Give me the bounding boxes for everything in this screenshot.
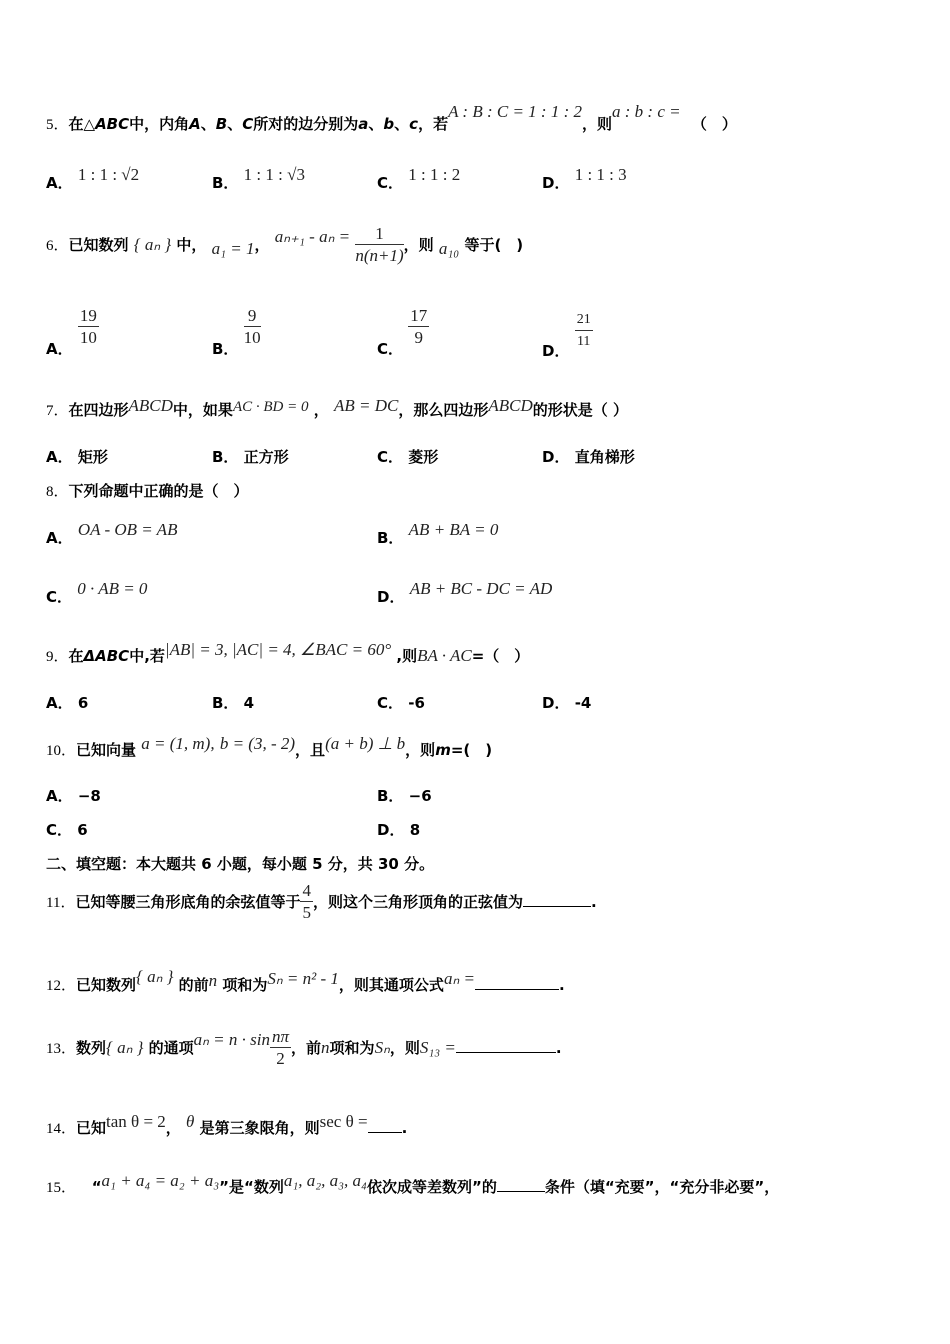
option-b: B． 1 : 1 : √3 <box>212 165 305 192</box>
question-12: 12．已知数列{ aₙ } 的前n 项和为Sₙ = n² - 1，则其通项公式aₙ = . <box>46 967 565 994</box>
fraction: $\frac{4}{5}$ <box>302 881 311 922</box>
math-expression: A : B : C = 1 : 1 : 2 <box>448 102 582 121</box>
option-d: D． 直角梯形 <box>542 448 635 466</box>
option-a: A． $\frac{19}{10}$ <box>46 306 97 358</box>
option-c: C． 菱形 <box>377 448 439 466</box>
math-expression: n <box>321 1038 330 1057</box>
answer-blank[interactable] <box>368 1118 402 1133</box>
question-13: 13．数列{ aₙ } 的通项aₙ = n · sin $\frac{n\pi}{2}$ ，前n项和为Sₙ，则S₁₃ = . <box>46 1027 562 1068</box>
math-expression: Sₙ <box>374 1038 390 1057</box>
math-expression: a : b : c = <box>612 102 681 121</box>
answer-blank[interactable] <box>456 1038 556 1053</box>
question-number: 7． <box>46 403 69 419</box>
question-11: 11．已知等腰三角形底角的余弦值等于 $\frac{4}{5}$ ，则这个三角形顶角的正弦值为 . <box>46 881 597 922</box>
question-number: 14． <box>46 1121 77 1137</box>
section-title: 二、填空题：本大题共 6 小题，每小题 5 分，共 30 分。 <box>46 855 435 873</box>
fraction: $\frac{21}{11}$ <box>576 312 591 349</box>
option-c: C． 6 <box>46 821 88 839</box>
question-number: 10． <box>46 743 77 759</box>
question-15: 15． “a₁ + a₄ = a₂ + a₃”是“数列a₁, a₂, a₃, a₄依次成等差数列”的 条件（填“充要”，“充分非必要”， <box>46 1171 780 1196</box>
question-number: 11． <box>46 895 76 911</box>
math-expression: n <box>208 971 218 990</box>
fraction: $\frac{17}{9}$ <box>410 306 428 347</box>
math-expression: AC · BD = 0 <box>232 399 309 415</box>
math-expression: tan θ = 2 <box>106 1112 166 1131</box>
question-7: 7．在四边形ABCD中，如果AC · BD = 0 ， AB = DC，那么四边形ABCD的形状是（ ） <box>46 396 628 419</box>
question-14: 14．已知tan θ = 2， θ 是第三象限角，则sec θ = . <box>46 1112 408 1137</box>
question-6: 6．已知数列 { aₙ } 中， a₁ = 1， aₙ₊₁ - aₙ = $\frac{1}{n(n+1)}$ ，则 a₁₀ 等于( ) <box>46 224 524 265</box>
math-expression: |AB| = 3, |AC| = 4, ∠BAC = 60° <box>164 640 392 659</box>
option-b: B． −6 <box>377 787 432 805</box>
math-expression: S₁₃ = <box>419 1038 456 1057</box>
math-expression: AB = DC <box>333 396 399 415</box>
option-b: B． $\frac{9}{10}$ <box>212 306 261 358</box>
math-expression: b = (3, - 2) <box>219 734 296 753</box>
option-c: C． -6 <box>377 694 425 712</box>
option-b: B． 正方形 <box>212 448 289 466</box>
option-a: A． 6 <box>46 694 89 712</box>
question-number: 5． <box>46 117 69 133</box>
math-expression: { aₙ } <box>133 235 172 254</box>
math-expression: aₙ = <box>443 969 475 988</box>
math-expression: a = (1, m), <box>141 734 215 753</box>
math-expression: ABCD <box>128 396 173 415</box>
question-9: 9．在ΔABC中,若|AB| = 3, |AC| = 4, ∠BAC = 60° ,则BA · AC=（ ） <box>46 640 530 665</box>
math-expression: aₙ = n · sin <box>193 1030 270 1049</box>
answer-blank[interactable] <box>523 892 591 907</box>
fraction: $\frac{19}{10}$ <box>79 306 97 347</box>
option-d: D． AB + BC - DC = AD <box>377 579 553 606</box>
question-number: 12． <box>46 978 77 994</box>
option-a: A． −8 <box>46 787 101 805</box>
math-expression: { aₙ } <box>106 1038 144 1057</box>
math-expression: a₁ + a₄ = a₂ + a₃ <box>101 1171 220 1190</box>
math-expression: θ <box>186 1112 195 1131</box>
math-expression: ABCD <box>488 396 533 415</box>
option-a: A． 1 : 1 : √2 <box>46 165 140 192</box>
math-expression: Sₙ = n² - 1 <box>267 969 339 988</box>
option-c: C． 0 · AB = 0 <box>46 579 148 606</box>
math-expression: a₁₀ <box>438 239 460 258</box>
math-expression: BA · AC <box>417 646 472 665</box>
option-b: B． AB + BA = 0 <box>377 520 499 547</box>
question-number: 15． <box>46 1180 77 1196</box>
fraction: $\frac{n\pi}{2}$ <box>272 1027 290 1068</box>
question-number: 9． <box>46 649 69 665</box>
option-d: D． 8 <box>377 821 421 839</box>
answer-blank[interactable] <box>475 975 559 990</box>
math-expression: sec θ = <box>319 1112 368 1131</box>
option-d: D． -4 <box>542 694 592 712</box>
question-5: 5．在△ABC中，内角A、B、C所对的边分别为a、b、c，若A : B : C = 1 : 1 : 2，则a : b : c = （ ） <box>46 102 737 133</box>
option-d: D． 1 : 1 : 3 <box>542 165 627 192</box>
math-expression: a₁ = 1 <box>211 239 255 258</box>
option-c: C． $\frac{17}{9}$ <box>377 306 428 358</box>
math-expression: aₙ₊₁ - aₙ = <box>274 227 351 246</box>
question-number: 6． <box>46 238 69 254</box>
math-expression: (a + b) ⊥ b <box>325 734 406 753</box>
question-8: 8．下列命题中正确的是（ ） <box>46 482 249 500</box>
option-b: B． 4 <box>212 694 255 712</box>
question-number: 8． <box>46 484 69 500</box>
question-10: 10．已知向量 a = (1, m), b = (3, - 2)，且(a + b) ⊥ b，则m=( ) <box>46 734 493 759</box>
option-a: A． OA - OB = AB <box>46 520 178 547</box>
fraction: $\frac{1}{n(n+1)}$ <box>355 224 404 265</box>
option-d: D． $\frac{21}{11}$ <box>542 312 591 360</box>
question-number: 13． <box>46 1041 77 1057</box>
answer-blank[interactable] <box>497 1177 545 1192</box>
option-c: C． 1 : 1 : 2 <box>377 165 461 192</box>
math-expression: { aₙ } <box>136 967 174 986</box>
fraction: $\frac{9}{10}$ <box>243 306 261 347</box>
math-expression: a₁, a₂, a₃, a₄ <box>283 1171 367 1190</box>
option-a: A． 矩形 <box>46 448 108 466</box>
